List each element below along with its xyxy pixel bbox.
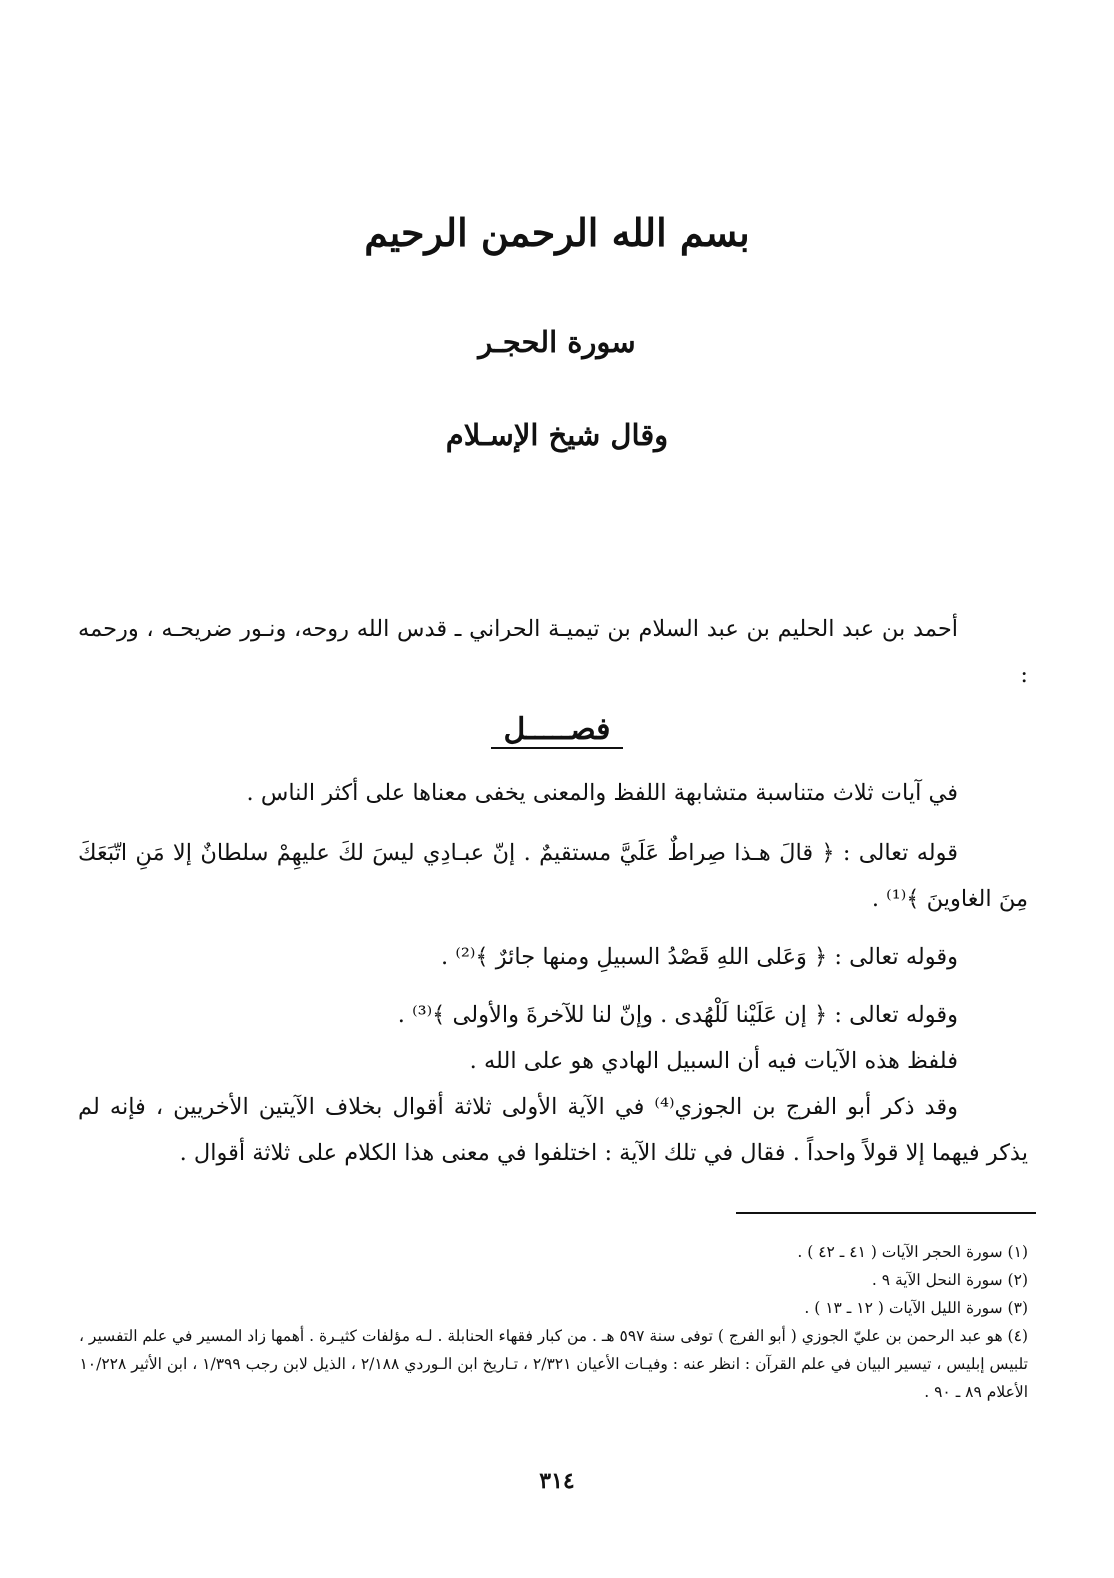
footnote-3: (٣) سورة الليل الآيات ( ١٢ ـ ١٣ ) . <box>804 1299 1028 1317</box>
section-title <box>0 712 1114 747</box>
footnotes <box>78 1238 1028 1406</box>
intro-heading: وقال شيخ الإسـلام <box>445 418 669 452</box>
footnote-separator <box>736 1212 1036 1214</box>
footnote-1: (١) سورة الحجر الآيات ( ٤١ ـ ٤٢ ) . <box>797 1243 1028 1261</box>
paragraph-3: وقوله تعالى : ﴿ وَعَلى اللهِ قَصْدُ السبيلِ ومنها جائرٌ ﴾⁽²⁾ . <box>441 944 958 970</box>
footnote-2: (٢) سورة النحل الآية ٩ . <box>871 1271 1028 1289</box>
paragraph-1: في آيات ثلاث متناسبة متشابهة اللفظ والمعنى يخفى معناها على أكثر الناس . <box>246 780 958 806</box>
page-number: ٣١٤ <box>539 1468 575 1494</box>
intro-text: أحمد بن عبد الحليم بن عبد السلام بن تيميـة الحراني ـ قدس الله روحه، ونـور ضريحـه ، ورحمه : <box>78 616 1028 688</box>
paragraph-4: وقوله تعالى : ﴿ إن عَلَيْنا لَلْهُدى . وإنّ لنا للآخرةَ والأولى ﴾⁽³⁾ . <box>397 1002 958 1028</box>
paragraph-2: قوله تعالى : ﴿ قالَ هـذا صِراطٌ عَلَيَّ مستقيمٌ . إنّ عبـادِي ليسَ لكَ عليهِمْ سلطانٌ إلا مَنِ اتّبَعَكَ مِنَ الغاوينَ ﴾⁽¹⁾ . <box>78 840 1028 912</box>
basmala-heading: بسم الله الرحمن الرحيم <box>364 210 750 255</box>
section-title-text: فصـــــل <box>491 712 622 749</box>
footnote-4: (٤) هو عبد الرحمن بن عليّ الجوزي ( أبو الفرج ) توفى سنة ٥٩٧ هـ . من كبار فقهاء الحنابلة . لـه مؤلفات كثيـرة . أهمها زاد المسير في علم التفسير ، تلبيس إبليس ، تيسير البيان في علم القرآن : انظر عنه : وفيـات الأعيان ٢/٣٢١ ، تـاريخ ابن الـوردي ٢/١٨٨ ، الذيل لابن رجب ١/٣٩٩ ، ابن الأثير ١٠/٢٢٨ الأعلام ٨٩ ـ ٩٠ . <box>78 1327 1028 1401</box>
surah-title: سورة الحجـر <box>478 325 636 359</box>
intro-paragraph <box>78 606 1028 698</box>
paragraph-6: وقد ذكر أبو الفرج بن الجوزي⁽⁴⁾ في الآية الأولى ثلاثة أقوال بخلاف الآيتين الأخريين ، فإنه لم يذكر فيهما إلا قولاً واحداً . فقال في تلك الآية : اختلفوا في معنى هذا الكلام على ثلاثة أقوال . <box>78 1094 1028 1166</box>
main-body <box>78 770 1028 1176</box>
paragraph-5: فلفظ هذه الآيات فيه أن السبيل الهادي هو على الله . <box>469 1048 958 1074</box>
